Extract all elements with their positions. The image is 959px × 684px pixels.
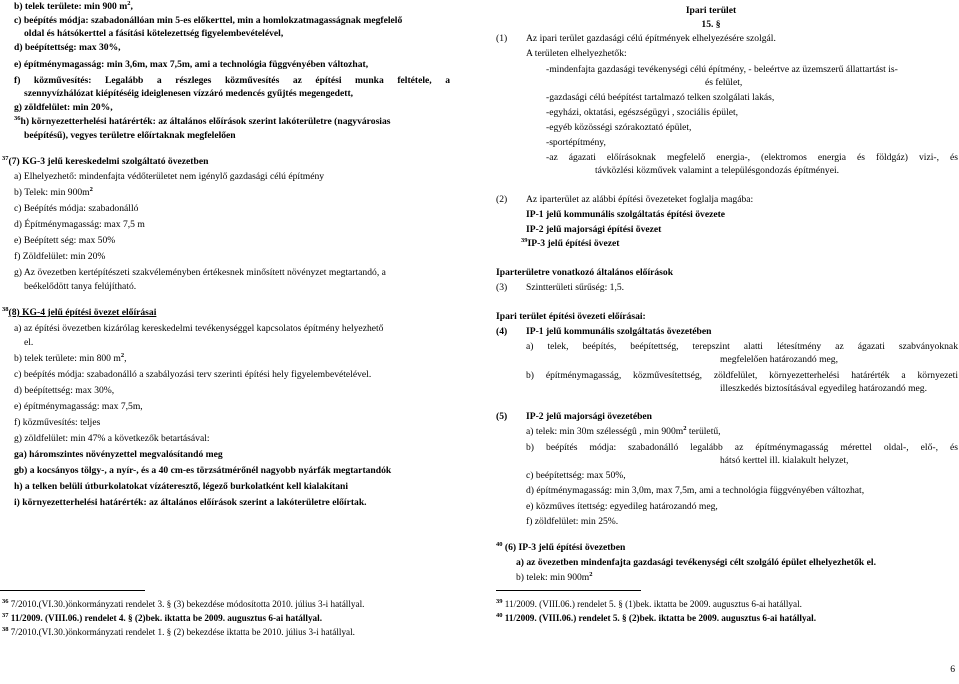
footnote-36: $^{36}$ 7/2010.(VI.30.)önkormányzati rendelet 3. § (3) bekezdése módosította 2010. július 3-i hatállyal. xyxy=(2,598,365,609)
p5-title: (5) IP-2 jelű majorsági övezetében xyxy=(496,411,653,422)
kg4-item-d: d) beépítettség: max 30%, xyxy=(14,385,115,396)
p1-list-1: -gazdasági célú beépítést tartalmazó telken szolgálati lakás, xyxy=(546,92,775,103)
footnote-39: $^{39}$ 11/2009. (VIII.06.) rendelet 5. § (1)bek. iktatta be 2009. augusztus 6-ai hatállyal. xyxy=(496,598,802,609)
kg3-item-f: f) Zöldfelület: min 20% xyxy=(14,251,106,262)
p5-item-d: d) építménymagasság: min 3,0m, max 7,5m, ami a technológia függvényében változhat, xyxy=(526,485,865,496)
p1-list-0-cont: és felület, xyxy=(705,77,743,88)
kg3-item-b: b) Telek: $\min 900m^2$ xyxy=(14,186,93,198)
kg3-item-c: c) Beépítés módja: szabadonálló xyxy=(14,203,139,214)
zone-heading: Ipari terület építési övezeti előírásai: xyxy=(496,311,646,322)
item-beepites-mod-cont: oldal és hátsókerttel a fásítási kötelezettség figyelembevételével, xyxy=(24,28,284,39)
item-zoldfelulet: g) zöldfelület: min 20%, xyxy=(14,102,113,113)
item-kornyezetterheles: $^{36}$h) környezetterhelési határérték: az általános előírások szerint lakóterületre (nagyvárosias xyxy=(14,115,391,127)
p1-list-4: -sportépítmény, xyxy=(546,137,606,148)
kg4-item-c: c) beépítés módja: szabadonálló a szabályozási terv szerinti építési hely figyelembevételével. xyxy=(14,369,372,380)
p4-item-b: b) építménymagasság, közművesítettség, zöldfelület, környezetterhelési határérték a környezeti xyxy=(526,370,958,381)
kg4-item-gb: gb) a kocsányos tölgy-, a nyír-, és a 40 cm-es törzsátmérőnél nagyobb nyárfák megtartandók xyxy=(14,465,392,476)
p5-item-b: b) beépítés módja: szabadonálló legalább az építménymagasság mérettel oldal-, elő-, és xyxy=(526,442,958,453)
p6-item-b: b) telek: $\min 900m^2$ xyxy=(516,571,593,583)
kg3-item-a: a) Elhelyezhető: mindenfajta védőterületet nem igénylő gazdasági célú építmény xyxy=(14,171,325,182)
p5-item-b-cont: hátsó kerttel ill. kialakult helyzet, xyxy=(720,455,849,466)
p6-title: $^{40}$ (6) IP-3 jelű építési övezetben xyxy=(496,541,626,553)
p1-list-5: -az ágazati előírásoknak megfelelő energia-, (elektromos energia és földgáz) vizi-, és xyxy=(546,152,958,163)
p1-list-5-cont: távközlési közművek valamint a településgondozás építményei. xyxy=(595,165,840,176)
footnote-separator-right xyxy=(496,590,641,591)
kg3-heading: $^{37}$(7) KG-3 jelű kereskedelmi szolgáltató övezetben xyxy=(2,155,209,167)
page-number: 6 xyxy=(950,663,955,675)
footnote-40: $^{40}$ 11/2009. (VIII.06.) rendelet 5. § (2)bek. iktatta be 2009. augusztus 6-ai hatállyal. xyxy=(496,612,816,623)
p1-list-3: -egyéb közösségi szórakoztató épület, xyxy=(546,122,692,133)
kg3-item-d: d) Építménymagasság: max 7,5 m xyxy=(14,219,145,230)
kg4-heading: $^{38}$(8) KG-4 jelű építési övezet előírásai xyxy=(2,306,157,318)
kg3-item-g-cont: beékelődött tanya felújítható. xyxy=(24,281,137,292)
p1: (1) Az ipari terület gazdasági célú építmények elhelyezésére szolgál. xyxy=(496,33,776,44)
p4-title: (4) IP-1 jelű kommunális szolgáltatás övezetében xyxy=(496,326,712,337)
item-beepitettseg: d) beépítettség: max 30%, xyxy=(14,42,121,53)
p6-item-a: a) az övezetben mindenfajta gazdasági tevékenységi célt szolgáló épület elhelyezhetők el. xyxy=(516,557,876,568)
item-beepites-mod: c) beépítés módja: szabadonállóan min 5-es előkerttel, min a homlokzatmagasságnak megfelelő xyxy=(14,15,403,26)
kg4-item-a: a) az építési övezetben kizárólag kereskedelmi tevékenységgel kapcsolatos építmény helyezhető xyxy=(14,323,384,334)
item-kornyezetterheles-cont: beépítésű), vegyes területre előírtaknak megfelelően xyxy=(24,130,236,141)
p5-item-f: f) zöldfelület: min 25%. xyxy=(526,516,619,527)
kg4-item-g: g) zöldfelület: min 47% a következők betartásával: xyxy=(14,433,210,444)
p1-list-2: -egyházi, oktatási, egészségügyi , szociális épület, xyxy=(546,107,739,118)
kg4-item-e: e) építménymagasság: max 7,5m, xyxy=(14,401,143,412)
footnote-separator xyxy=(0,590,145,591)
general-heading: Iparterületre vonatkozó általános előírások xyxy=(496,267,674,278)
p3: (3) Szintterületi sűrűség: 1,5. xyxy=(496,282,625,293)
footnote-37: $^{37}$ 11/2009. (VIII.06.) rendelet 4. § (2)bek. iktatta be 2009. augusztus 6-ai hatállyal. xyxy=(2,612,322,623)
p5-item-e: e) közműves ítettség: egyedileg határozandó meg, xyxy=(526,501,718,512)
kg4-item-ga: ga) háromszintes növényzettel megvalósítandó meg xyxy=(14,449,223,460)
kg3-item-e: e) Beépített ség: max 50% xyxy=(14,235,116,246)
kg4-item-b: b) telek területe: min 800 $m^2$, xyxy=(14,352,127,364)
footnote-38: $^{38}$ 7/2010.(VI.30.)önkormányzati rendelet 1. § (2) bekezdése iktatta be 2010. július 3-i hatállyal. xyxy=(2,626,355,637)
p4-item-a: a) telek, beépítés, beépítettség, terepszint alatti létesítmény az ágazati szabványoknak xyxy=(526,341,958,352)
kg4-item-a-cont: el. xyxy=(24,337,34,348)
p1-list-0: -mindenfajta gazdasági tevékenységi célú építmény, - beleértve az üzemszerű állattartást is- xyxy=(546,64,898,75)
paragraph-number: 15. § xyxy=(701,19,721,30)
p5-item-c: c) beépítettség: max 50%, xyxy=(526,470,626,481)
item-kozmuvesites-cont: szennyvízhálózat kiépítéséig ideiglenesen vízzáró medencés gyűjtés megengedett, xyxy=(24,88,354,99)
item-epitmenymagassag: e) építménymagasság: min 3,6m, max 7,5m, ami a technológia függvényében változhat, xyxy=(14,59,369,70)
p2: (2) Az iparterület az alábbi építési övezeteket foglalja magába: xyxy=(496,194,754,205)
p4-item-b-cont: illeszkedés biztosításával egyedileg határozandó meg. xyxy=(720,383,927,394)
p2-zone-ip1: IP-1 jelű kommunális szolgáltatás építési övezete xyxy=(526,209,726,220)
p2-zone-ip2: IP-2 jelű majorsági építési övezet xyxy=(526,224,662,235)
kg4-item-i: i) környezetterhelési határérték: az általános előírások szerint a lakóterületre előírtak. xyxy=(14,497,367,508)
p2-zone-ip3: $^{39}$IP-3 jelű építési övezet xyxy=(521,237,620,249)
item-kozmuvesites: f) közművesítés: Legalább a részleges közművesítés az építési munka feltétele, a xyxy=(14,75,450,86)
kg4-item-h: h) a telken belüli útburkolatokat vízáteresztő, légező burkolatként kell kialakítani xyxy=(14,481,349,492)
p1-sub: A területen elhelyezhetők: xyxy=(526,48,627,59)
p4-item-a-cont: megfelelően határozandó meg, xyxy=(720,354,839,365)
kg3-item-g: g) Az övezetben kertépítészeti szakvéleményben értékesnek minősített növényzet megtartandó, a xyxy=(14,267,386,278)
p5-item-a: a) telek: min 30m szélességû , $\min 900m^2$ területű, xyxy=(526,425,721,437)
kg4-item-f: f) közművesítés: teljes xyxy=(14,417,101,428)
section-heading: Ipari terület xyxy=(685,5,737,16)
item-telek: b) telek területe: min 900 $m^2$, xyxy=(14,0,133,12)
